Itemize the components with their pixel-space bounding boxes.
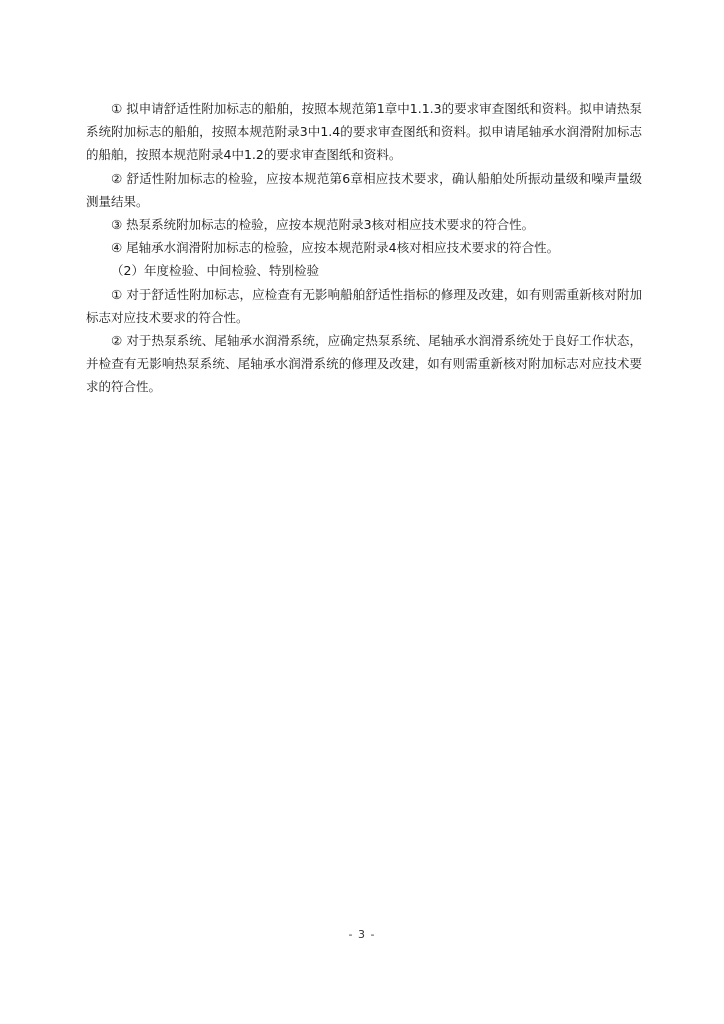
paragraph-systems-periodic: ② 对于热泵系统、尾轴承水润滑系统，应确定热泵系统、尾轴承水润滑系统处于良好工作状态，并检查有无影响热泵系统、尾轴承水润滑系统的修理及改建，如有则需重新核对附加标志对应技术要求的符合性。 — [86, 333, 642, 395]
paragraph-comfort-inspection: ② 舒适性附加标志的检验，应按本规范第6章相应技术要求，确认船舶处所振动量级和噪声量级测量结果。 — [86, 170, 642, 209]
page-number: - 3 - — [348, 928, 376, 941]
paragraph-heat-pump-inspection: ③ 热泵系统附加标志的检验，应按本规范附录3核对相应技术要求的符合性。 — [111, 217, 535, 233]
section-heading-periodic-surveys: （2）年度检验、中间检验、特别检验 — [111, 263, 319, 279]
paragraph-comfort-periodic: ① 对于舒适性附加标志，应检查有无影响船舶舒适性指标的修理及改建，如有则需重新核对附加标志对应技术要求的符合性。 — [86, 286, 642, 325]
paragraph-stern-bearing-inspection: ④ 尾轴承水润滑附加标志的检验，应按本规范附录4核对相应技术要求的符合性。 — [111, 240, 560, 256]
paragraph-plan-review: ① 拟申请舒适性附加标志的船舶，按照本规范第1章中1.1.3的要求审查图纸和资料。拟申请热泵系统附加标志的船舶，按照本规范附录3中1.4的要求审查图纸和资料。拟申请尾轴承水润滑附加标志的船舶，按照本规范附录4中1.2的要求审查图纸和资料。 — [86, 101, 642, 163]
document-body — [86, 97, 642, 399]
